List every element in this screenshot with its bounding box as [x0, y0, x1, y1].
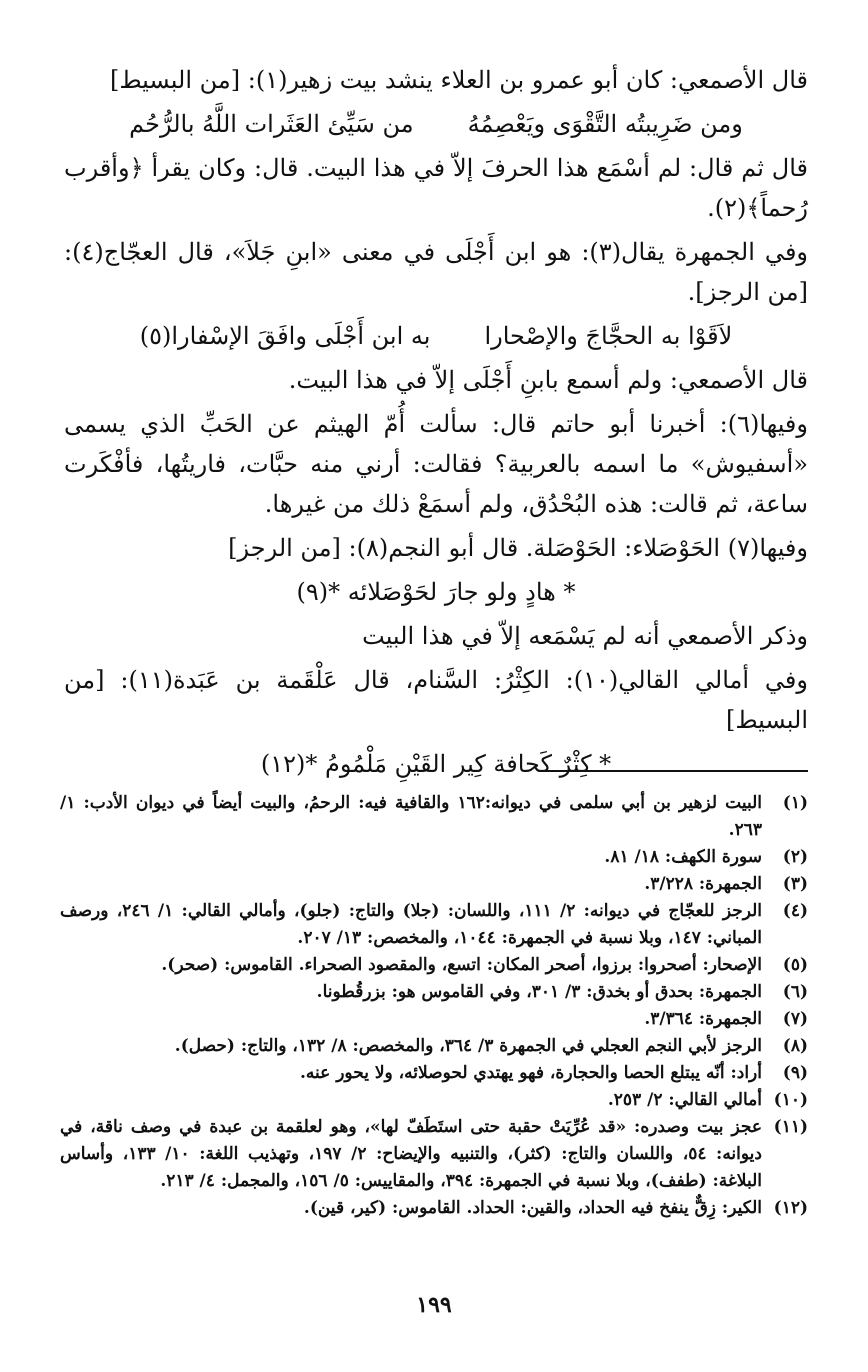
footnote — [60, 1006, 808, 1033]
footnote-number: (١) — [782, 793, 808, 813]
paragraph: وفي الجمهرة يقال(٣): هو ابن أَجْلَى في معنى «ابنِ جَلاَ»، قال العجّاج(٤): [من الرجز]. — [64, 238, 809, 306]
footnotes — [60, 790, 808, 1222]
footnote-number: (٩) — [782, 1063, 808, 1083]
footnote — [60, 952, 808, 979]
paragraph: وفي أمالي القالي(١٠): الكِثْرُ: السَّنام، قال عَلْقَمة بن عَبَدة(١١): [من البسيط] — [64, 666, 808, 734]
verse-hemistich-left: به ابن أَجْلَى وافَقَ الإسْفارا(٥) — [139, 322, 431, 350]
footnote — [60, 790, 808, 844]
footnote — [60, 1033, 808, 1060]
footnote-number: (٥) — [782, 955, 808, 975]
verse-line: * هادٍ ولو جارَ لحَوْصَلائه *(٩) — [296, 578, 576, 606]
main-text — [64, 60, 808, 788]
footnote-number: (١١) — [773, 1117, 808, 1137]
footnote — [60, 1195, 808, 1222]
footnote — [60, 1114, 808, 1195]
footnote-divider — [540, 770, 808, 772]
verse-hemistich-right: ومن ضَرِيبتُه التَّقْوَى ويَعْصِمُهُ — [467, 110, 743, 138]
footnote-number: (٧) — [782, 1009, 808, 1029]
footnote-number: (١٢) — [773, 1198, 808, 1218]
footnote-text: عجز بيت وصدره: «قد عُرِّيَتْ حقبة حتى استَطَفّ لها»، وهو لعلقمة بن عبدة في وصف ناقة، في ديوانه: ٥٤، واللسان والتاج: (كثر)، والتنبيه والإيضاح: ٢/ ١٩٧، وتهذيب اللغة: ١٠/ ١٣٣، وأساس البلاغة: (طفف)، وبلا نسبة في الجمهرة: ٣٩٤، والمقاييس: ٥/ ١٥٦، والمجمل: ٤/ ٢١٣. — [60, 1117, 762, 1191]
footnote-text: الكير: زِقٌّ ينفخ فيه الحداد، والقين: الحداد. القاموس: (كير، قين). — [303, 1198, 762, 1218]
footnote-text: أراد: أنّه يبتلع الحصا والحجارة، فهو يهتدي لحوصلائه، ولا يحور عنه. — [300, 1063, 762, 1083]
verse-hemistich-left: من سَيِّئ العَثَرات اللَّهُ بالرُّحُم — [129, 110, 414, 138]
footnote-text: الرجز لأبي النجم العجلي في الجمهرة ٣/ ٣٦٤، والمخصص: ٨/ ١٣٢، والتاج: (حصل). — [174, 1036, 762, 1056]
footnote-text: البيت لزهير بن أبي سلمى في ديوانه:١٦٢ والقافية فيه: الرحمُ، والبيت أيضاً في ديوان الأدب: ١/ ٢٦٣. — [60, 793, 762, 840]
footnote-number: (٨) — [782, 1036, 808, 1056]
paragraph: قال الأصمعي: كان أبو عمرو بن العلاء ينشد بيت زهير(١): [من البسيط] — [109, 66, 808, 94]
footnote — [60, 1087, 808, 1114]
footnote-text: الرجز للعجّاج في ديوانه: ٢/ ١١١، واللسان: (جلا) والتاج: (جلو)، وأمالي القالي: ١/ ٢٤٦، ورصف المباني: ١٤٧، وبلا نسبة في الجمهرة: ١٠٤٤، والمخصص: ١٣/ ٢٠٧. — [60, 901, 762, 948]
footnote-text: الجمهرة: بحدق أو بخدق: ٣/ ٣٠١، وفي القاموس هو: بزرقُطونا. — [316, 982, 762, 1002]
footnote-number: (٢) — [782, 847, 808, 867]
footnote-number: (٦) — [782, 982, 808, 1002]
paragraph: وذكر الأصمعي أنه لم يَسْمَعه إلاّ في هذا البيت — [362, 622, 808, 650]
verse-hemistich-right: لاَقَوْا به الحجَّاجَ والإصْحارا — [484, 322, 733, 350]
footnote — [60, 871, 808, 898]
verse-line: * كِثْرٌ كَحافة كِير القَيْنِ مَلْمُومُ *(١٢) — [260, 750, 612, 778]
footnote-text: الجمهرة: ٣/٣٦٤. — [644, 1009, 762, 1029]
footnote — [60, 844, 808, 871]
page-number: ١٩٩ — [416, 1292, 452, 1318]
verse-line — [64, 316, 808, 356]
footnote-text: الجمهرة: ٣/٢٢٨. — [644, 874, 762, 894]
paragraph: وفيها(٧) الحَوْصَلاء: الحَوْصَلة. قال أبو النجم(٨): [من الرجز] — [228, 534, 808, 562]
verse-line — [64, 104, 808, 144]
footnote-text: الإصحار: أصحروا: برزوا، أصحر المكان: اتسع، والمقصود الصحراء. القاموس: (صحر). — [161, 955, 762, 975]
paragraph: قال ثم قال: لم أسْمَع هذا الحرفَ إلاّ في هذا البيت. قال: وكان يقرأ ﴿وأقرب رُحماً﴾(٢). — [64, 154, 808, 222]
footnote-text: أمالي القالي: ٢/ ٢٥٣. — [607, 1090, 762, 1110]
footnote-number: (١٠) — [773, 1090, 808, 1110]
paragraph: قال الأصمعي: ولم أسمع بابنِ أَجْلَى إلاّ في هذا البيت. — [288, 366, 808, 394]
footnote — [60, 979, 808, 1006]
footnote-number: (٣) — [782, 874, 808, 894]
footnote — [60, 898, 808, 952]
footnote — [60, 1060, 808, 1087]
footnote-text: سورة الكهف: ١٨/ ٨١. — [604, 847, 762, 867]
footnote-number: (٤) — [782, 901, 808, 921]
paragraph: وفيها(٦): أخبرنا أبو حاتم قال: سألت أُمّ الهيثم عن الحَبِّ الذي يسمى «أسفيوش» ما اسمه بالعربية؟ فقالت: أرني منه حبَّات، فاريتُها، فأفْكَرت ساعة، ثم قالت: هذه البُحْدُق، ولم أسمَعْ ذلك من غيرها. — [64, 410, 808, 518]
